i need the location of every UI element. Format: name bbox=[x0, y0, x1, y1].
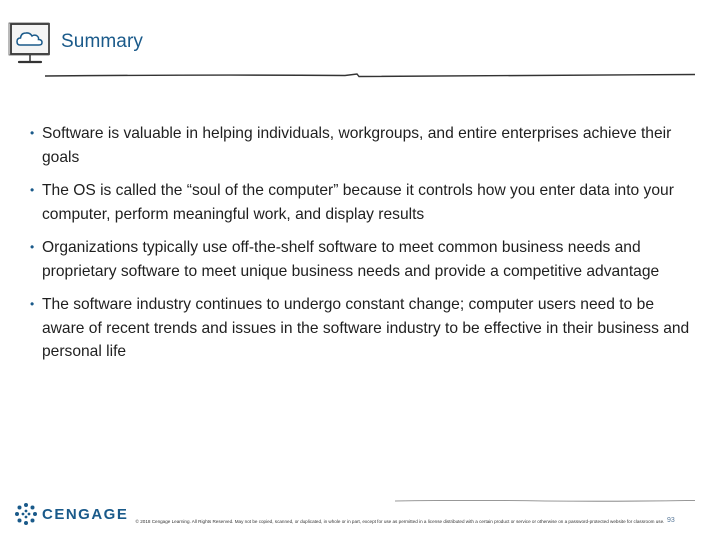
bullet-item: • Organizations typically use off-the-shelf software to meet common business needs and proprietary software to meet unique business needs and provide a competitive advantage bbox=[30, 236, 690, 283]
page-number: 93 bbox=[667, 517, 675, 524]
bullet-list bbox=[30, 122, 690, 374]
footer-divider bbox=[395, 498, 695, 504]
bullet-item: • Software is valuable in helping individuals, workgroups, and entire enterprises achieve their goals bbox=[30, 122, 690, 169]
page-title: Summary bbox=[61, 31, 143, 52]
copyright-notice: © 2018 Cengage Learning. All Rights Reserved. May not be copied, scanned, or duplicated, in whole or in part, except for use as permitted in a license distributed with a certain product or service or otherwise on a password-protected website for classroom use. bbox=[135, 519, 665, 524]
bullet-item: • The OS is called the “soul of the computer” because it controls how you enter data into your computer, perform meaningful work, and display results bbox=[30, 179, 690, 226]
cloud-monitor-icon bbox=[8, 21, 52, 67]
bullet-item: • The software industry continues to undergo constant change; computer users need to be aware of recent trends and issues in the software industry to be effective in their business and personal life bbox=[30, 293, 690, 364]
cengage-logo bbox=[14, 502, 128, 526]
bullet-dot: • bbox=[30, 126, 35, 140]
brand-name: CENGAGE bbox=[42, 505, 129, 523]
header-divider bbox=[45, 71, 695, 79]
bullet-dot: • bbox=[30, 240, 35, 254]
bullet-dot: • bbox=[30, 297, 35, 311]
bullet-dot: • bbox=[30, 183, 35, 197]
cengage-logo-icon bbox=[14, 502, 38, 526]
